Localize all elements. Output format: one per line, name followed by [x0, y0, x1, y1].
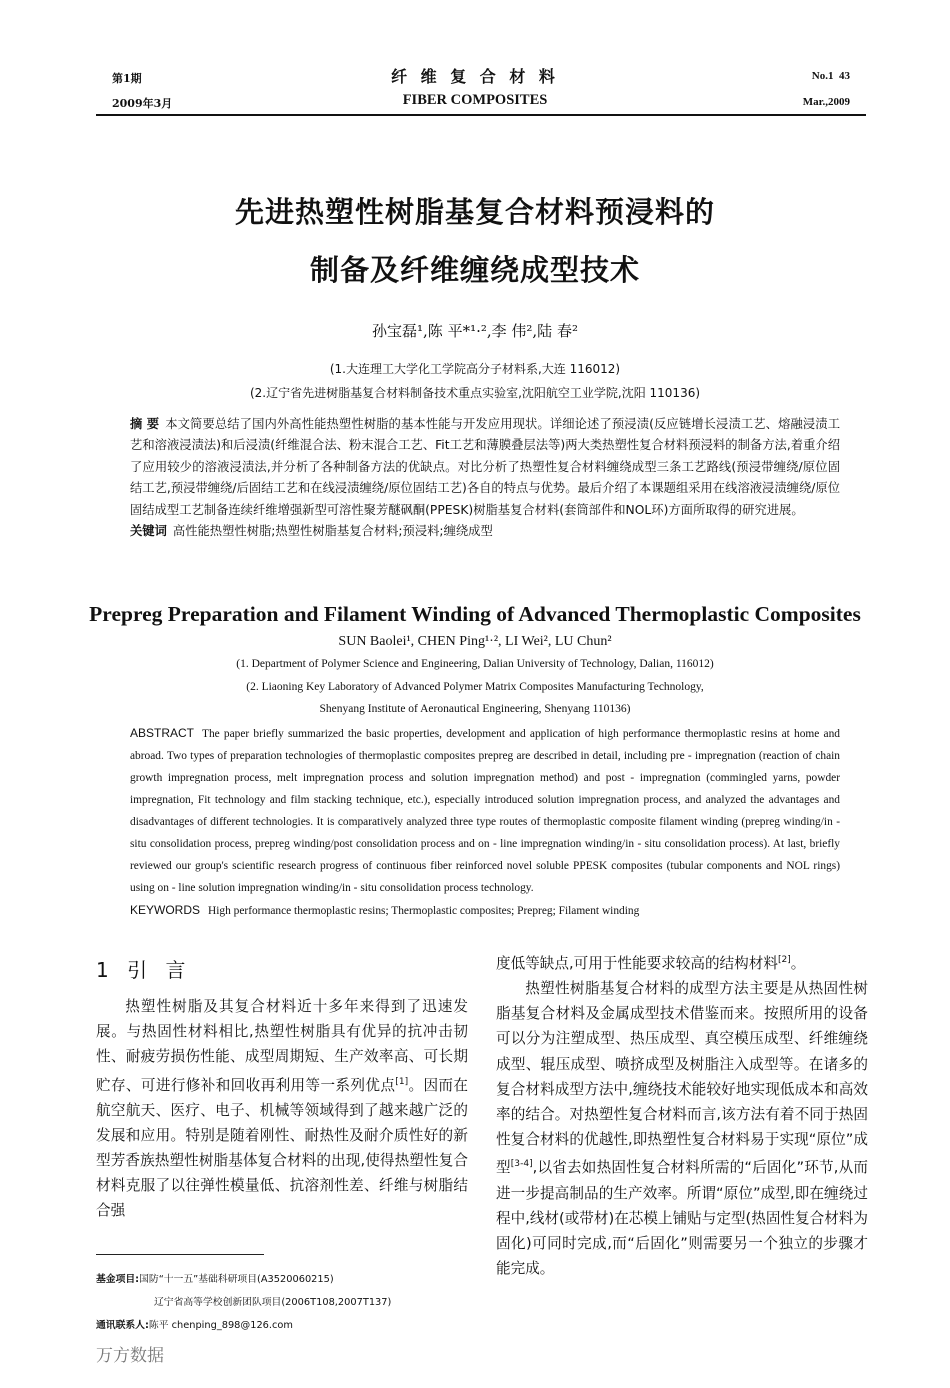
citation-3-4: [3-4]	[510, 1159, 533, 1170]
abstract-cn-text: 本文简要总结了国内外高性能热塑性树脂的基本性能与开发应用现状。详细论述了预浸渍(反应链增长浸渍工艺、熔融浸渍工艺和溶液浸渍法)和后浸渍(纤维混合法、粉末混合工艺、Fit工艺和薄膜叠层法等)两大类热塑性复合材料预浸料的制备方法,着重介绍了应用较少的溶液浸渍法,并分析了各种制备方法的优缺点。对比分析了热塑性复合材料缠绕成型三条工艺路线(预浸带缠绕/原位固结工艺,预浸带缠绕/后固结工艺和在线浸渍缠绕/原位固结工艺)各自的特点与优势。最后介绍了本课题组采用在线溶液浸渍缠绕/原位固结成型工艺制备连续纤维增强新型可溶性聚芳醚砜酮(PPESK)树脂基复合材料(套筒部件和NOL环)方面所取得的研究进展。	[130, 417, 841, 517]
intro-paragraph-1	[96, 994, 468, 1224]
keywords-en-label: KEYWORDS	[130, 903, 201, 917]
fund-2: 辽宁省高等学校创新团队项目(2006T108,2007T137)	[154, 1297, 392, 1308]
keywords-en-text: High performance thermoplastic resins; Thermoplastic composites; Prepreg; Filament winding	[208, 905, 640, 917]
journal-title-en: FIBER COMPOSITES	[402, 92, 548, 108]
journal-title-cn: 纤 维 复 合 材 料	[391, 67, 559, 86]
abstract-en	[130, 722, 840, 922]
abstract-cn-label: 摘 要	[130, 417, 160, 431]
header-rule	[96, 114, 866, 116]
authors-en: SUN Baolei¹, CHEN Ping¹·², LI Wei², LU Chun²	[338, 634, 612, 649]
citation-1: [1]	[395, 1076, 409, 1087]
abstract-en-text: The paper briefly summarized the basic properties, development and application of high performance thermoplastic resins at home and abroad. Two types of preparation technologies of thermoplastic composites prepreg are described in detail, including pre - impregnation (reaction of chain growth impregnation process, melt impregnation process and solution impregnation method) and post - impregnation (commingled yarns, powder impregnation, Fit technology and film stacking technique, etc.), especially introduced solution impregnation process, and analyzed the advantages and disadvantages of different technologies. It is comparatively analyzed three type routes of thermoplastic composite filament winding (prepreg winding/in - situ consolidation process, prepreg winding/post consolidation process and on - line impregnation winding/in - situ consolidation process). At last, briefly reviewed our group's scientific research progress of continuous fiber reinforced novel soluble PPESK composites (tubular components and NOL rings) using on - line solution impregnation winding/in - situ consolidation process technology.	[130, 728, 840, 894]
intro-p1-text-a: 热塑性树脂及其复合材料近十多年来得到了迅速发展。与热固性材料相比,热塑性树脂具有优异的抗冲击韧性、耐疲劳损伤性能、成型周期短、生产效率高、可长期贮存、可进行修补和回收再利用等一系列优点	[96, 998, 468, 1094]
issue-date-cn: 2009年3月	[112, 97, 173, 110]
intro-p1-cont-end: 。	[790, 954, 806, 972]
paper-title-en: Prepreg Preparation and Filament Winding of Advanced Thermoplastic Composites	[89, 602, 861, 626]
keywords-en	[130, 899, 840, 922]
contact-info: 陈平 chenping_898@126.com	[148, 1320, 293, 1331]
keywords-cn-text: 高性能热塑性树脂;热塑性树脂基复合材料;预浸料;缠绕成型	[172, 524, 493, 539]
contact-label: 通讯联系人:	[96, 1320, 149, 1331]
intro-p2-text-b: ,以省去如热固性复合材料所需的“后固化”环节,从而进一步提高制品的生产效率。所谓“原位”成型,即在缠绕过程中,线材(或带材)在芯模上铺贴与定型(热固性复合材料为固化)可同时完成,而“后固化”则需要另一个独立的步骤才能完成。	[496, 1159, 868, 1278]
body-right-column	[496, 948, 868, 1281]
intro-p2-text-a: 热塑性树脂基复合材料的成型方法主要是从热固性树脂基复合材料及金属成型技术借鉴而来。按照所用的设备可以分为注塑成型、热压成型、真空模压成型、纤维缠绕成型、辊压成型、喷挤成型及树脂注入成型等。在诸多的复合材料成型方法中,缠绕技术能较好地实现低成本和高效率的结合。对热塑性复合材料而言,该方法有着不同于热固性复合材料的优越性,即热塑性复合材料易于实现“原位”成型	[496, 980, 868, 1177]
affiliation-en-2: (2. Liaoning Key Laboratory of Advanced Polymer Matrix Composites Manufacturing Technology,	[246, 681, 704, 693]
section-1-number: 1	[96, 958, 115, 982]
intro-paragraph-1-cont	[496, 948, 868, 976]
fund-line-2	[96, 1291, 476, 1314]
intro-p1-text-b: 。因而在航空航天、医疗、电子、机械等领域得到了越来越广泛的发展和应用。特别是随着刚性、耐热性及耐介质性好的新型芳香族热塑性树脂基体复合材料的出现,使得热塑性复合材料克服了以往弹性模量低、抗溶剂性差、纤维与树脂结合强	[96, 1076, 468, 1220]
affiliation-en-1: (1. Department of Polymer Science and Engineering, Dalian University of Technology, Dalian, 116012)	[236, 658, 714, 670]
issue-number-en: No.1	[811, 70, 834, 82]
footnote-rule	[96, 1254, 264, 1255]
abstract-cn	[130, 414, 840, 542]
contact-line	[96, 1314, 476, 1337]
keywords-cn	[130, 521, 840, 542]
keywords-cn-label: 关键词	[130, 524, 167, 539]
issue-number-cn: 第1期	[112, 72, 142, 85]
paper-title-cn-line2: 制备及纤维缠绕成型技术	[309, 253, 640, 287]
fund-line-1	[96, 1268, 476, 1291]
section-1-title: 引 言	[127, 958, 192, 982]
affiliation-en-3: Shenyang Institute of Aeronautical Engineering, Shenyang 110136)	[319, 703, 631, 715]
body-left-column	[96, 994, 468, 1224]
issue-page-info	[812, 70, 850, 82]
citation-2: [2]	[777, 955, 791, 965]
fund-1: 国防“十一五”基础科研项目(A3520060215)	[139, 1274, 334, 1285]
fund-label: 基金项目:	[96, 1274, 140, 1285]
affiliation-cn-1: (1.大连理工大学化工学院高分子材料系,大连 116012)	[329, 362, 621, 376]
page-number: 43	[839, 70, 850, 82]
paper-title-cn-line1: 先进热塑性树脂基复合材料预浸料的	[234, 195, 715, 229]
abstract-en-label: ABSTRACT	[130, 726, 195, 740]
footnotes	[96, 1268, 476, 1337]
intro-paragraph-2	[496, 976, 868, 1281]
intro-p1-cont-text: 度低等缺点,可用于性能要求较高的结构材料	[496, 954, 778, 972]
affiliation-cn-2: (2.辽宁省先进树脂基复合材料制备技术重点实验室,沈阳航空工业学院,沈阳 110136)	[249, 386, 701, 400]
section-1-heading	[96, 954, 191, 983]
database-watermark: 万方数据	[96, 1346, 164, 1366]
issue-date-en: Mar.,2009	[802, 96, 850, 108]
authors-cn: 孙宝磊¹,陈 平*¹·²,李 伟²,陆 春²	[372, 322, 578, 340]
